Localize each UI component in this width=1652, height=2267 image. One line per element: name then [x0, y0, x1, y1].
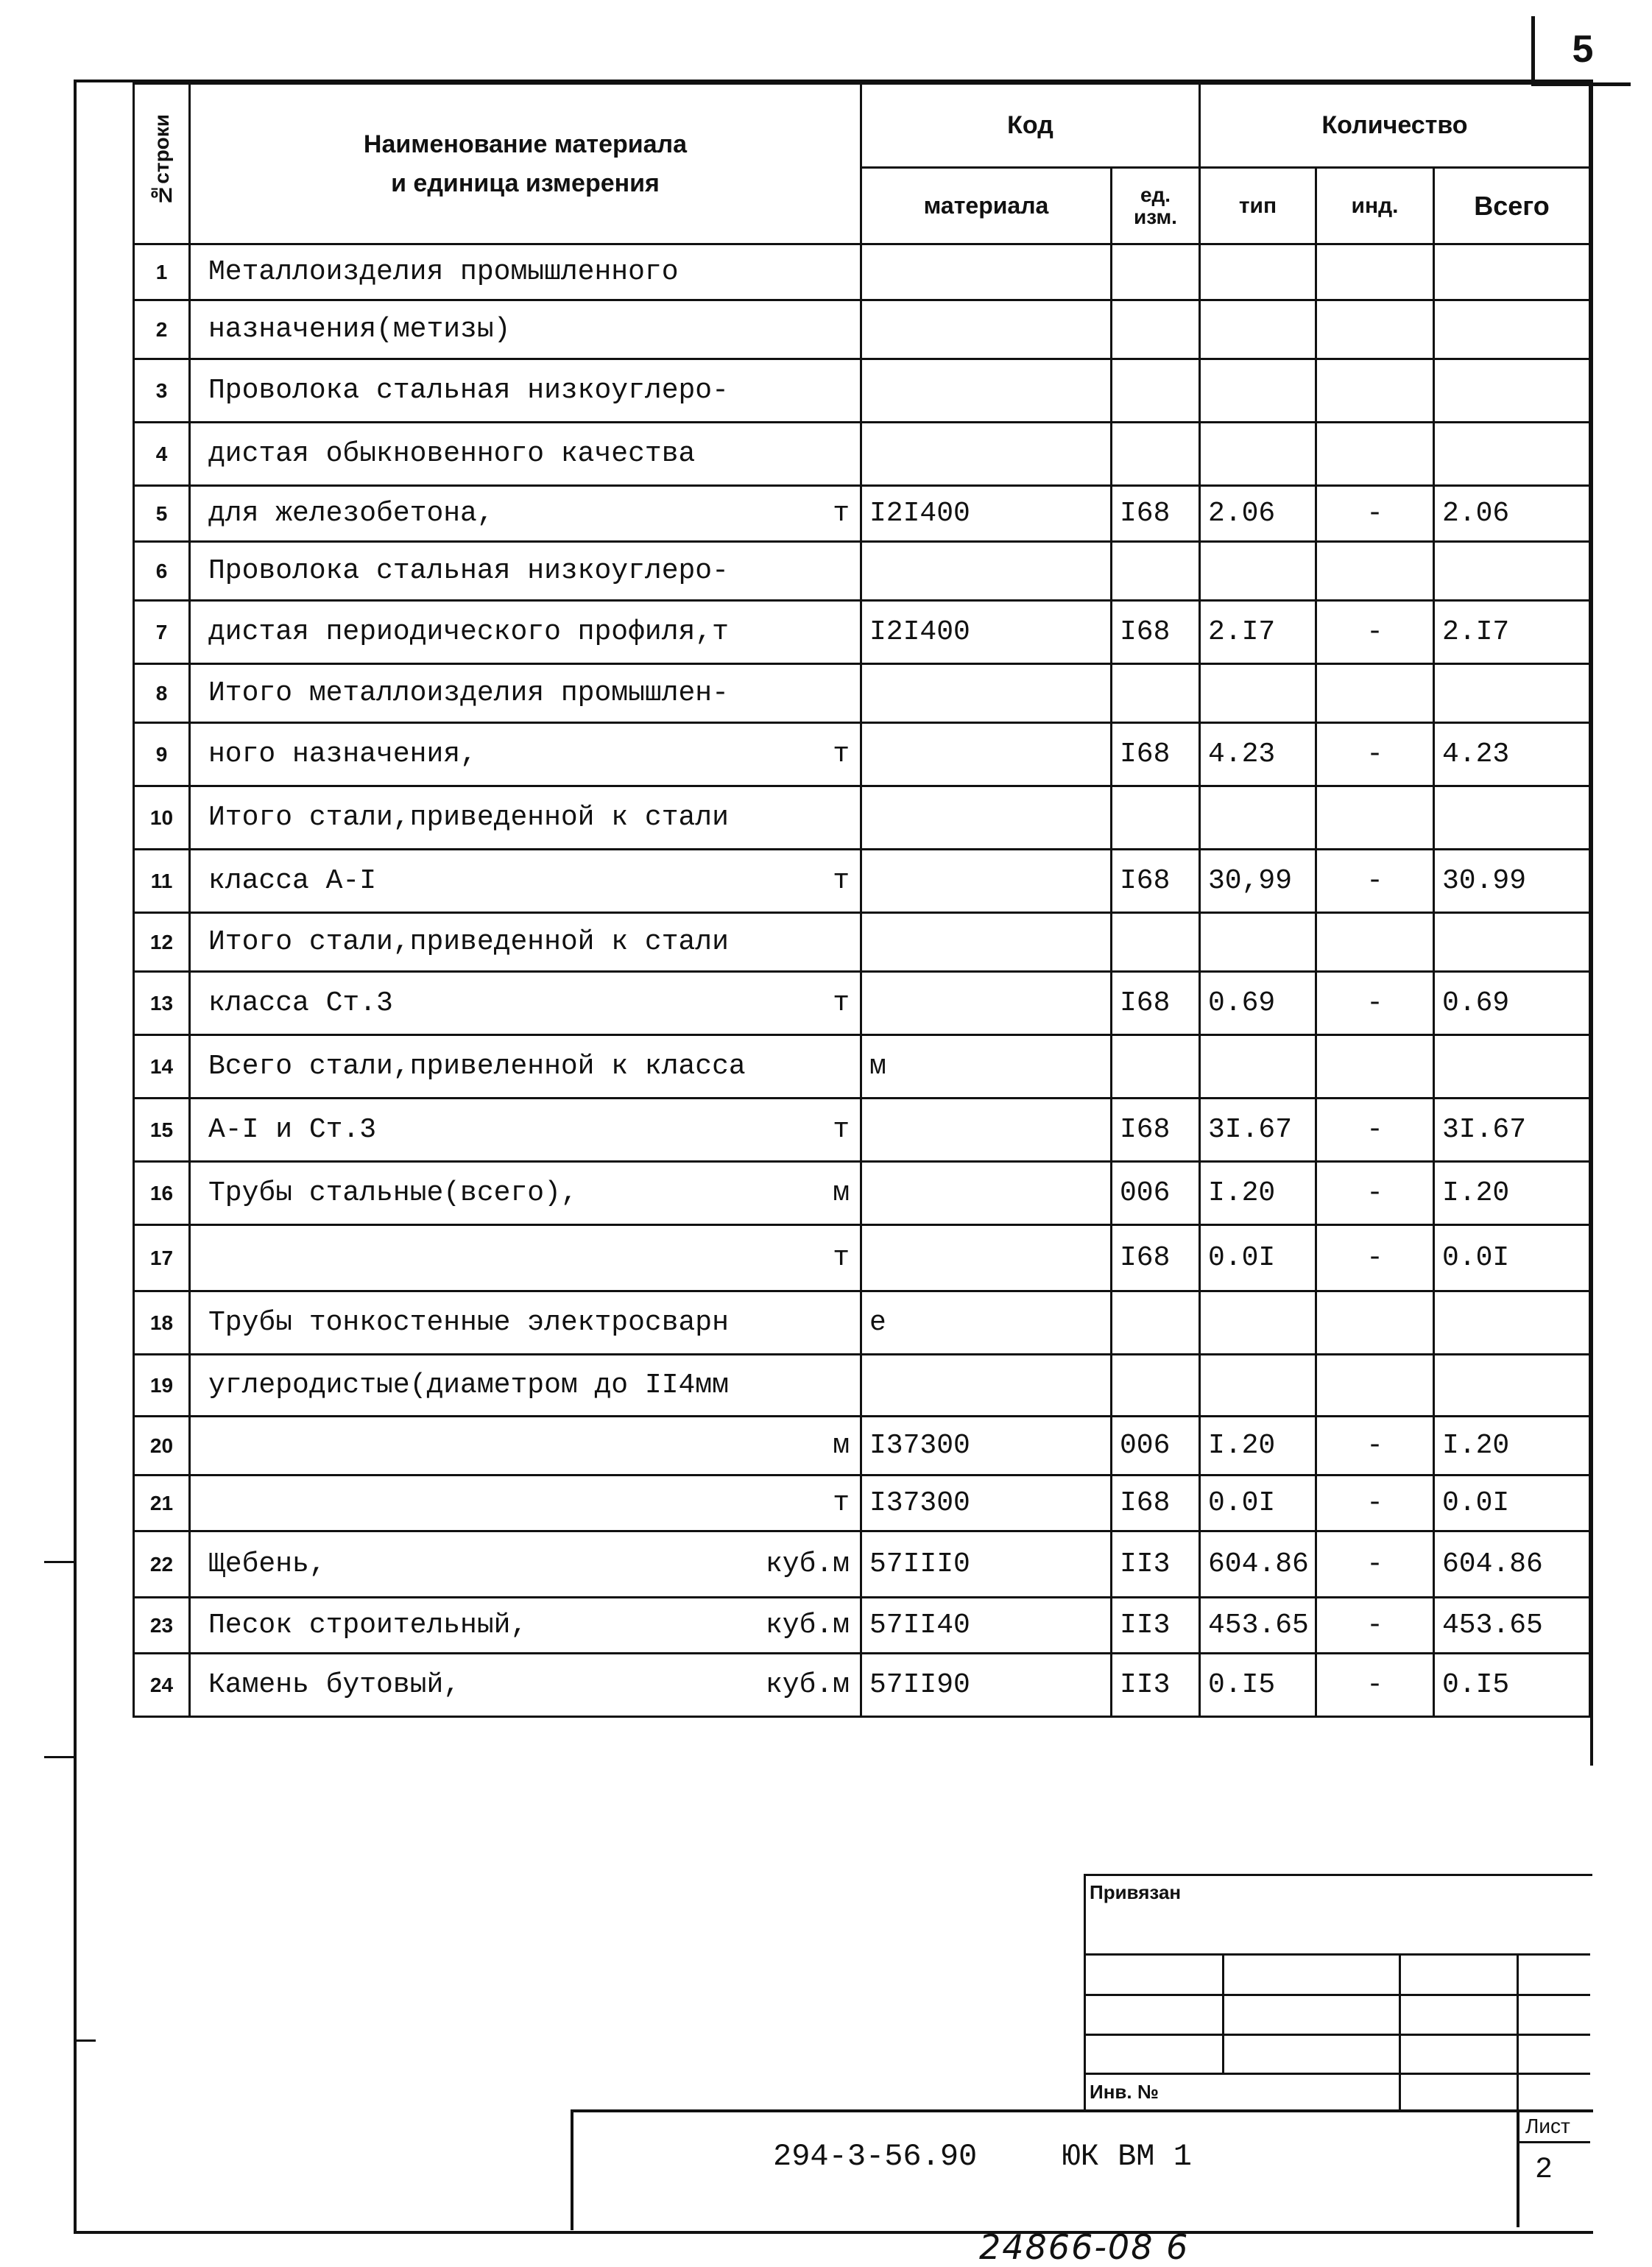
material-name-cell	[190, 542, 861, 601]
quantity-total: 2.I7	[1434, 601, 1590, 664]
material-name-cell	[190, 850, 861, 913]
unit-code	[1112, 359, 1200, 423]
header-row-number: №строки	[134, 84, 190, 244]
quantity-total	[1434, 300, 1590, 359]
material-name: Всего стали,привеленной к класса	[208, 1051, 746, 1082]
stamp-line	[1084, 1994, 1590, 1996]
margin-tick	[44, 1561, 74, 1563]
quantity-ind	[1316, 1035, 1434, 1099]
material-name: Камень бутовый,	[208, 1669, 461, 1701]
material-name: назначения(метизы)	[208, 314, 511, 345]
table-row	[134, 913, 1590, 972]
row-number: 3	[134, 359, 190, 423]
material-name: Трубы стальные(всего),	[208, 1177, 578, 1209]
material-unit: т	[833, 1487, 850, 1519]
table-row	[134, 1035, 1590, 1099]
material-code: I2I400	[861, 486, 1112, 542]
row-number: 20	[134, 1417, 190, 1476]
table-row	[134, 786, 1590, 850]
quantity-ind	[1316, 664, 1434, 723]
row-number: 12	[134, 913, 190, 972]
unit-code	[1112, 1355, 1200, 1417]
row-number: 7	[134, 601, 190, 664]
material-code	[861, 1355, 1112, 1417]
quantity-total	[1434, 423, 1590, 486]
material-name: дистая обыкновенного качества	[208, 438, 696, 470]
quantity-total	[1434, 913, 1590, 972]
material-code	[861, 1162, 1112, 1225]
quantity-ind: -	[1316, 1099, 1434, 1162]
table-row	[134, 486, 1590, 542]
material-code	[861, 300, 1112, 359]
material-name-cell	[190, 300, 861, 359]
material-unit: куб.м	[765, 1610, 850, 1641]
material-name-cell	[190, 1035, 861, 1099]
material-name-cell	[190, 723, 861, 786]
row-number: 19	[134, 1355, 190, 1417]
material-unit: м	[833, 1177, 850, 1209]
table-row	[134, 1598, 1590, 1654]
unit-code: I68	[1112, 850, 1200, 913]
material-name-cell	[190, 1291, 861, 1355]
quantity-type: 0.69	[1200, 972, 1316, 1035]
quantity-total: 0.69	[1434, 972, 1590, 1035]
quantity-total: 3I.67	[1434, 1099, 1590, 1162]
row-number: 22	[134, 1531, 190, 1598]
quantity-ind: -	[1316, 850, 1434, 913]
material-code: 57III0	[861, 1531, 1112, 1598]
quantity-total	[1434, 359, 1590, 423]
row-number: 15	[134, 1099, 190, 1162]
quantity-type: 3I.67	[1200, 1099, 1316, 1162]
unit-code: 006	[1112, 1417, 1200, 1476]
material-name-cell	[190, 486, 861, 542]
quantity-type: 2.06	[1200, 486, 1316, 542]
material-name: А-I и Ст.3	[208, 1114, 377, 1146]
material-name: Трубы тонкостенные электросварн	[208, 1307, 729, 1339]
header-total: Всего	[1434, 168, 1590, 244]
table-row	[134, 601, 1590, 664]
table-row	[134, 542, 1590, 601]
table-row	[134, 1355, 1590, 1417]
material-unit: т	[833, 865, 850, 897]
material-code: 57II40	[861, 1598, 1112, 1654]
quantity-ind: -	[1316, 486, 1434, 542]
material-name-cell	[190, 601, 861, 664]
unit-code	[1112, 1035, 1200, 1099]
material-name: Песок строительный,	[208, 1610, 528, 1641]
material-name: Проволока стальная низкоуглеро-	[208, 375, 729, 406]
quantity-type: I.20	[1200, 1162, 1316, 1225]
header-type: тип	[1200, 168, 1316, 244]
margin-tick	[44, 1756, 74, 1758]
row-number: 24	[134, 1654, 190, 1717]
quantity-total	[1434, 664, 1590, 723]
unit-code: II3	[1112, 1654, 1200, 1717]
material-name: Итого стали,приведенной к стали	[208, 926, 729, 958]
stamp-inv-label: Инв. №	[1090, 2081, 1159, 2103]
header-ind: инд.	[1316, 168, 1434, 244]
quantity-ind: -	[1316, 972, 1434, 1035]
material-code	[861, 850, 1112, 913]
quantity-ind: -	[1316, 1417, 1434, 1476]
material-unit: куб.м	[765, 1669, 850, 1701]
unit-code	[1112, 244, 1200, 300]
material-name-cell	[190, 1598, 861, 1654]
table-row	[134, 972, 1590, 1035]
unit-code	[1112, 664, 1200, 723]
unit-code: I68	[1112, 601, 1200, 664]
header-material: материала	[861, 168, 1112, 244]
material-name-cell	[190, 1099, 861, 1162]
row-number: 23	[134, 1598, 190, 1654]
material-name-cell	[190, 664, 861, 723]
material-unit: т	[833, 738, 850, 770]
unit-code: I68	[1112, 1225, 1200, 1291]
document-mark: ЮК ВМ 1	[1062, 2139, 1192, 2174]
quantity-type: 453.65	[1200, 1598, 1316, 1654]
quantity-total: 453.65	[1434, 1598, 1590, 1654]
material-unit: т	[833, 1114, 850, 1146]
quantity-total: I.20	[1434, 1417, 1590, 1476]
stamp-line	[1399, 1953, 1401, 2109]
quantity-type	[1200, 1035, 1316, 1099]
unit-code	[1112, 913, 1200, 972]
material-code	[861, 423, 1112, 486]
quantity-ind	[1316, 542, 1434, 601]
row-number: 13	[134, 972, 190, 1035]
quantity-total: 4.23	[1434, 723, 1590, 786]
quantity-ind: -	[1316, 601, 1434, 664]
quantity-type: I.20	[1200, 1417, 1316, 1476]
document-code	[773, 2139, 1192, 2174]
material-unit: т	[833, 987, 850, 1019]
quantity-type	[1200, 359, 1316, 423]
stamp-line	[1084, 2034, 1590, 2036]
table-row	[134, 1225, 1590, 1291]
quantity-ind	[1316, 1355, 1434, 1417]
stamp-line	[1517, 1953, 1519, 2109]
material-name: Итого металлоизделия промышлен-	[208, 677, 729, 709]
page-number: 5	[1531, 16, 1631, 86]
quantity-total	[1434, 1035, 1590, 1099]
quantity-ind	[1316, 913, 1434, 972]
table-row	[134, 423, 1590, 486]
material-code: I37300	[861, 1476, 1112, 1531]
quantity-type	[1200, 300, 1316, 359]
material-name: Проволока стальная низкоуглеро-	[208, 555, 729, 587]
material-name-cell	[190, 1531, 861, 1598]
material-name-cell	[190, 913, 861, 972]
quantity-type: 4.23	[1200, 723, 1316, 786]
table-row	[134, 359, 1590, 423]
table-row	[134, 1162, 1590, 1225]
row-number: 5	[134, 486, 190, 542]
quantity-ind: -	[1316, 723, 1434, 786]
unit-code: II3	[1112, 1598, 1200, 1654]
unit-code: II3	[1112, 1531, 1200, 1598]
quantity-ind: -	[1316, 1598, 1434, 1654]
material-code	[861, 542, 1112, 601]
quantity-type: 604.86	[1200, 1531, 1316, 1598]
table-row	[134, 1654, 1590, 1717]
unit-code	[1112, 786, 1200, 850]
material-code	[861, 972, 1112, 1035]
material-name-cell	[190, 1355, 861, 1417]
document-number: 294-3-56.90	[773, 2139, 978, 2174]
material-name: класса Ст.3	[208, 987, 393, 1019]
row-number: 21	[134, 1476, 190, 1531]
table-row	[134, 1417, 1590, 1476]
row-number: 17	[134, 1225, 190, 1291]
row-number: 16	[134, 1162, 190, 1225]
row-number: 10	[134, 786, 190, 850]
material-code	[861, 664, 1112, 723]
unit-code	[1112, 1291, 1200, 1355]
row-number: 4	[134, 423, 190, 486]
material-code	[861, 359, 1112, 423]
material-name-cell	[190, 1476, 861, 1531]
material-name-cell	[190, 1654, 861, 1717]
quantity-type	[1200, 542, 1316, 601]
material-name: для железобетона,	[208, 498, 494, 529]
table-row	[134, 1476, 1590, 1531]
unit-code: I68	[1112, 1476, 1200, 1531]
materials-table	[133, 82, 1591, 1718]
unit-code: 006	[1112, 1162, 1200, 1225]
archive-number: 24866-08 6	[979, 2227, 1190, 2267]
material-name-cell	[190, 786, 861, 850]
quantity-type	[1200, 1291, 1316, 1355]
material-unit: куб.м	[765, 1548, 850, 1580]
material-name: дистая периодического профиля,т	[208, 616, 729, 648]
header-unit: ед. изм.	[1112, 168, 1200, 244]
quantity-total: 30.99	[1434, 850, 1590, 913]
material-name: углеродистые(диаметром до II4мм	[208, 1369, 729, 1401]
material-code	[861, 1099, 1112, 1162]
sheet-value: 2	[1535, 2154, 1553, 2187]
material-name: класса А-I	[208, 865, 377, 897]
unit-code: I68	[1112, 1099, 1200, 1162]
unit-code: I68	[1112, 723, 1200, 786]
quantity-type	[1200, 786, 1316, 850]
material-name: Итого стали,приведенной к стали	[208, 802, 729, 833]
quantity-total: 0.I5	[1434, 1654, 1590, 1717]
material-name-cell	[190, 1225, 861, 1291]
material-name: ного назначения,	[208, 738, 477, 770]
stamp-line	[1084, 1953, 1590, 1956]
table-row	[134, 244, 1590, 300]
quantity-ind	[1316, 786, 1434, 850]
quantity-ind	[1316, 300, 1434, 359]
quantity-ind	[1316, 359, 1434, 423]
quantity-total	[1434, 786, 1590, 850]
quantity-ind: -	[1316, 1654, 1434, 1717]
table-row	[134, 1099, 1590, 1162]
material-name-cell	[190, 1162, 861, 1225]
quantity-total	[1434, 244, 1590, 300]
material-code	[861, 786, 1112, 850]
quantity-type	[1200, 913, 1316, 972]
row-number: 18	[134, 1291, 190, 1355]
header-name: Наименование материала и единица измерения	[190, 84, 861, 244]
material-code: м	[861, 1035, 1112, 1099]
quantity-ind: -	[1316, 1225, 1434, 1291]
header-quantity: Количество	[1200, 84, 1590, 168]
quantity-total: I.20	[1434, 1162, 1590, 1225]
material-name: Металлоизделия промышленного	[208, 256, 679, 288]
quantity-total	[1434, 1355, 1590, 1417]
material-code: I2I400	[861, 601, 1112, 664]
quantity-ind: -	[1316, 1531, 1434, 1598]
quantity-total: 604.86	[1434, 1531, 1590, 1598]
sheet-cell-divider	[1517, 2141, 1590, 2143]
unit-code: I68	[1112, 486, 1200, 542]
sheet-label: Лист	[1525, 2115, 1570, 2137]
table-row	[134, 1531, 1590, 1598]
material-code: е	[861, 1291, 1112, 1355]
quantity-total	[1434, 1291, 1590, 1355]
unit-code	[1112, 300, 1200, 359]
material-unit: т	[833, 1242, 850, 1274]
quantity-total: 2.06	[1434, 486, 1590, 542]
material-unit: м	[833, 1430, 850, 1462]
quantity-ind	[1316, 244, 1434, 300]
quantity-total: 0.0I	[1434, 1225, 1590, 1291]
quantity-type	[1200, 244, 1316, 300]
row-number: 9	[134, 723, 190, 786]
quantity-type: 0.I5	[1200, 1654, 1316, 1717]
material-name: Щебень,	[208, 1548, 326, 1580]
quantity-type	[1200, 1355, 1316, 1417]
material-name-cell	[190, 359, 861, 423]
material-code	[861, 723, 1112, 786]
quantity-ind	[1316, 423, 1434, 486]
quantity-type: 2.I7	[1200, 601, 1316, 664]
row-number: 11	[134, 850, 190, 913]
material-name-cell	[190, 423, 861, 486]
material-code: I37300	[861, 1417, 1112, 1476]
material-name-cell	[190, 972, 861, 1035]
table-row	[134, 664, 1590, 723]
material-code	[861, 913, 1112, 972]
quantity-type: 0.0I	[1200, 1225, 1316, 1291]
row-number: 8	[134, 664, 190, 723]
quantity-total	[1434, 542, 1590, 601]
material-name-cell	[190, 1417, 861, 1476]
row-number: 2	[134, 300, 190, 359]
unit-code: I68	[1112, 972, 1200, 1035]
quantity-ind: -	[1316, 1162, 1434, 1225]
stamp-line	[1222, 1953, 1224, 2073]
material-unit: т	[833, 498, 850, 529]
stamp-attached-label: Привязан	[1090, 1881, 1182, 1903]
stamp-line	[1084, 2073, 1590, 2075]
quantity-type	[1200, 664, 1316, 723]
material-code	[861, 244, 1112, 300]
table-row	[134, 850, 1590, 913]
row-number: 14	[134, 1035, 190, 1099]
header-code: Код	[861, 84, 1200, 168]
quantity-type: 0.0I	[1200, 1476, 1316, 1531]
unit-code	[1112, 423, 1200, 486]
quantity-ind: -	[1316, 1476, 1434, 1531]
quantity-type	[1200, 423, 1316, 486]
row-number: 6	[134, 542, 190, 601]
quantity-type: 30,99	[1200, 850, 1316, 913]
table-row	[134, 300, 1590, 359]
quantity-ind	[1316, 1291, 1434, 1355]
material-code: 57II90	[861, 1654, 1112, 1717]
table-row	[134, 1291, 1590, 1355]
material-code	[861, 1225, 1112, 1291]
quantity-total: 0.0I	[1434, 1476, 1590, 1531]
unit-code	[1112, 542, 1200, 601]
material-name-cell	[190, 244, 861, 300]
margin-tick	[74, 2039, 96, 2042]
table-row	[134, 723, 1590, 786]
row-number: 1	[134, 244, 190, 300]
